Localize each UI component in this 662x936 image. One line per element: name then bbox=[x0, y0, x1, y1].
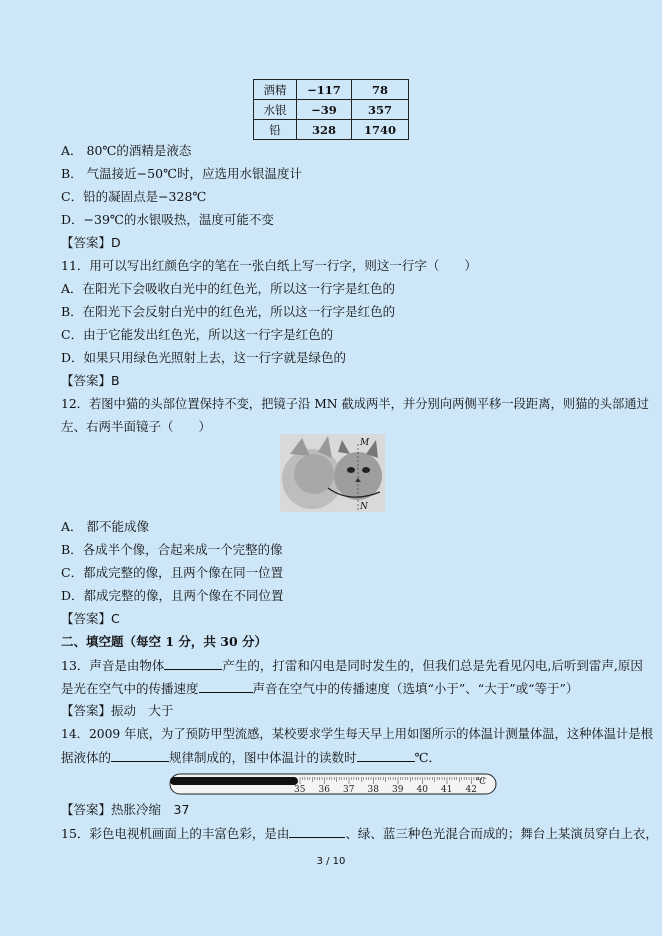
table-row bbox=[254, 80, 409, 100]
thermometer-unit: ℃ bbox=[476, 777, 487, 787]
q10-option-d: D．−39℃的水银吸热，温度可能不变 bbox=[61, 212, 274, 227]
q11-option-a: A．在阳光下会吸收白光中的红色光，所以这一行字是红色的 bbox=[61, 281, 396, 296]
table-cell: 78 bbox=[352, 80, 409, 100]
table-row bbox=[254, 120, 409, 140]
q12-option-a: A． 都不能成像 bbox=[61, 519, 150, 534]
q10-option-a: A． 80℃的酒精是液态 bbox=[61, 143, 192, 158]
scale-label: 40 bbox=[416, 785, 428, 795]
q15-text: 15．彩色电视机画面上的丰富色彩，是由 bbox=[61, 826, 290, 841]
q13-answer: 【答案】振动 大于 bbox=[61, 703, 174, 718]
label-n: N bbox=[360, 502, 368, 512]
q13-text: 13．声音是由物体 bbox=[61, 658, 165, 673]
table-cell: 水银 bbox=[254, 100, 297, 120]
q13-text: 声音在空气中的传播速度（选填“小于”、“大于”或“等于”） bbox=[252, 681, 579, 696]
scale-label: 41 bbox=[441, 785, 453, 795]
q12-option-b: B．各成半个像，合起来成一个完整的像 bbox=[61, 542, 283, 557]
q12-option-c: C．都成完整的像，且两个像在同一位置 bbox=[61, 565, 284, 580]
table-cell: 1740 bbox=[352, 120, 409, 140]
table-cell: 328 bbox=[297, 120, 352, 140]
scale-label: 37 bbox=[343, 785, 355, 795]
q13-text: 是光在空气中的传播速度 bbox=[61, 681, 199, 696]
scale-label: 42 bbox=[465, 785, 477, 795]
q14-text: 规律制成的，图中体温计的读数时 bbox=[169, 750, 357, 765]
table-cell: −117 bbox=[297, 80, 352, 100]
q11-option-d: D．如果只用绿色光照射上去，这一行字就是绿色的 bbox=[61, 350, 347, 365]
scale-label: 38 bbox=[367, 785, 379, 795]
label-m: M bbox=[360, 438, 370, 448]
answer-blank bbox=[357, 748, 415, 762]
q15-text: 、绿、蓝三种色光混合而成的；舞台上某演员穿白上衣， bbox=[345, 826, 658, 841]
q11-answer: 【答案】B bbox=[61, 373, 120, 388]
clinical-thermometer bbox=[168, 771, 498, 797]
table-cell: −39 bbox=[297, 100, 352, 120]
table-cell: 酒精 bbox=[254, 80, 297, 100]
scale-label: 35 bbox=[294, 785, 306, 795]
table-cell: 357 bbox=[352, 100, 409, 120]
answer-blank bbox=[111, 748, 169, 762]
q11-stem: 11．用可以写出红颜色字的笔在一张白纸上写一行字，则这一行字（ ） bbox=[61, 258, 477, 273]
q13-line2 bbox=[61, 679, 578, 698]
answer-blank bbox=[199, 679, 253, 693]
q14-text: 据液体的 bbox=[61, 750, 112, 765]
q12-answer: 【答案】C bbox=[61, 611, 120, 626]
scale-label: 39 bbox=[392, 785, 404, 795]
section-heading: 二、填空题（每空 1 分，共 30 分） bbox=[61, 634, 268, 649]
answer-blank bbox=[289, 824, 345, 838]
q12-option-d: D．都成完整的像，且两个像在不同位置 bbox=[61, 588, 284, 603]
q14-line1: 14．2009 年底，为了预防甲型流感，某校要求学生每天早上用如图所示的体温计测量体温，这种体温计是根 bbox=[61, 727, 653, 741]
q15-line1 bbox=[61, 824, 658, 843]
melting-boiling-table bbox=[253, 79, 409, 140]
scale-label: 36 bbox=[318, 785, 330, 795]
q14-text: ℃． bbox=[414, 750, 442, 765]
cat-mirror-image bbox=[280, 434, 385, 512]
q12-stem-line2: 左、右两半面镜子（ ） bbox=[61, 419, 212, 434]
answer-blank bbox=[164, 656, 222, 670]
q10-option-b: B． 气温接近−50℃时，应选用水银温度计 bbox=[61, 166, 303, 181]
q14-answer: 【答案】热胀冷缩 37 bbox=[61, 802, 190, 817]
q12-stem-line1: 12．若图中猫的头部位置保持不变，把镜子沿 MN 截成两半，并分别向两侧平移一段距离，则猫的头部通过 bbox=[61, 397, 649, 411]
q10-answer: 【答案】D bbox=[61, 235, 121, 250]
q10-option-c: C．铅的凝固点是−328℃ bbox=[61, 189, 207, 204]
table-cell: 铅 bbox=[254, 120, 297, 140]
q13-text: 产生的，打雷和闪电是同时发生的，但我们总是先看见闪电,后听到雷声,原因 bbox=[222, 658, 643, 673]
q13-line1 bbox=[61, 656, 643, 675]
q14-line2 bbox=[61, 748, 441, 767]
page-number: 3 / 10 bbox=[316, 856, 346, 867]
q11-option-b: B．在阳光下会反射白光中的红色光，所以这一行字是红色的 bbox=[61, 304, 396, 319]
table-row bbox=[254, 100, 409, 120]
q11-option-c: C．由于它能发出红色光，所以这一行字是红色的 bbox=[61, 327, 334, 342]
